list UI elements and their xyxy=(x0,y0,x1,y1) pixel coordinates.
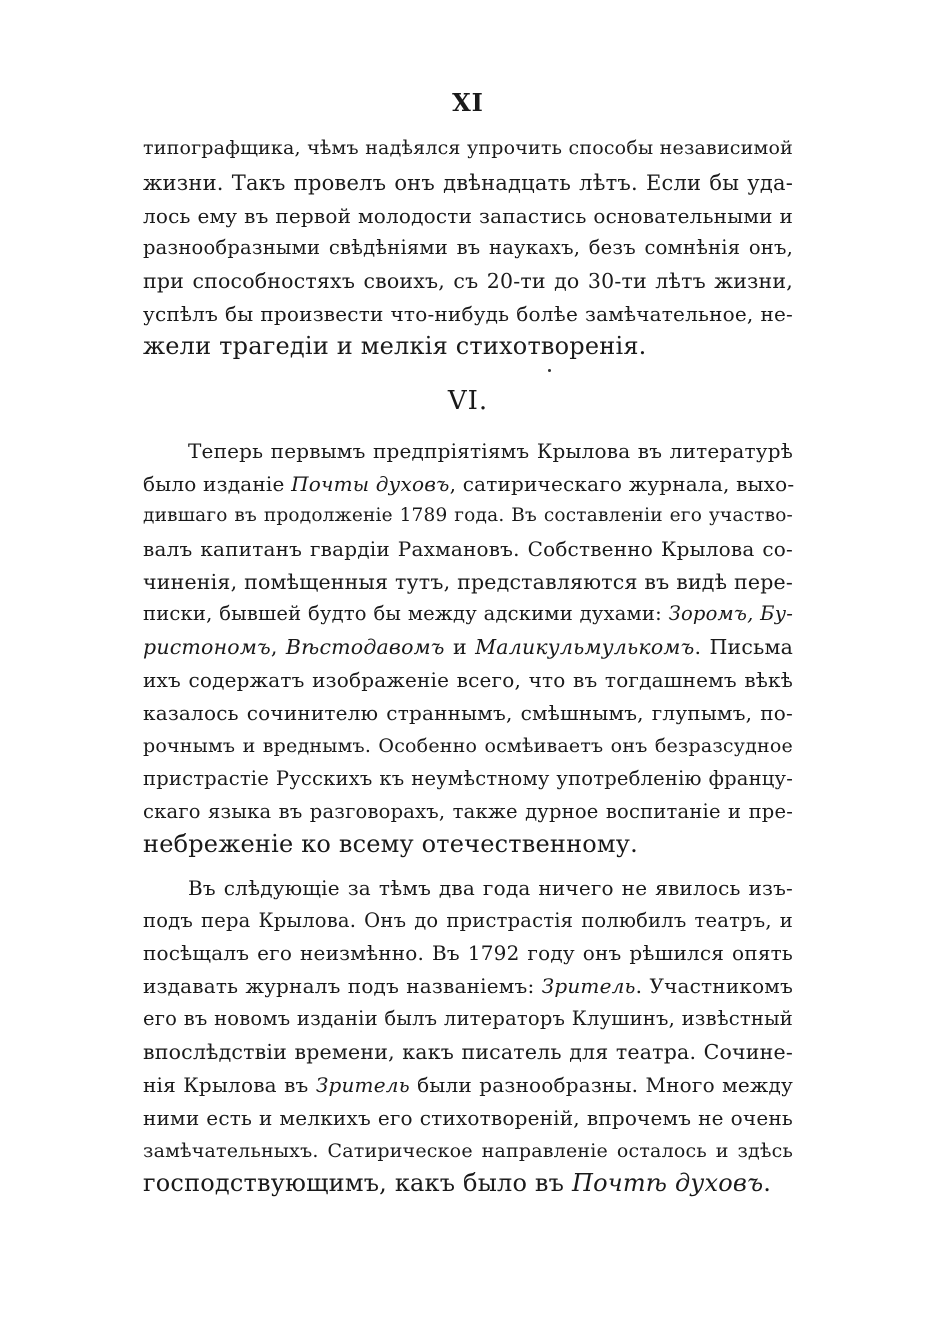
text-line: типографщика, чѣмъ надѣялся упрочить способы независимой xyxy=(143,137,793,159)
text-line: ристономъ, Вѣстодавомъ и Маликульмулькомъ. Письма xyxy=(143,635,794,659)
ink-speck xyxy=(548,369,551,372)
text-line: небреженіе ко всему отечественному. xyxy=(143,830,638,858)
text-line: Теперь первымъ предпріятіямъ Крылова въ литературѣ xyxy=(188,439,793,463)
journal-title: Зритель xyxy=(315,1073,410,1097)
text-line: валъ капитанъ гвардіи Рахмановъ. Собственно Крылова со- xyxy=(143,537,793,561)
text-line: рочнымъ и вреднымъ. Особенно осмѣиваетъ онъ безразсудное xyxy=(143,735,793,757)
text-line: писки, бывшей будто бы между адскими духами: Зоромъ, Бу- xyxy=(143,602,794,625)
text-line: ними есть и мелкихъ его стихотвореній, впрочемъ не очень xyxy=(143,1106,793,1130)
text-line: разнообразными свѣдѣніями въ наукахъ, безъ сомнѣнія онъ, xyxy=(143,236,793,259)
text-line: его въ новомъ изданіи былъ литераторъ Клушинъ, извѣстный xyxy=(143,1007,793,1030)
section-heading: VI. xyxy=(447,386,489,416)
text-line: успѣлъ бы произвести что-нибудь болѣе замѣчательное, не- xyxy=(143,302,793,326)
character-name: Маликульмулькомъ xyxy=(475,635,695,659)
text-line: пристрастіе Русскихъ къ неумѣстному употребленію францу- xyxy=(143,767,793,790)
text-line: дившаго въ продолженіе 1789 года. Въ составленіи его участво- xyxy=(143,505,793,526)
character-name: Вѣстодавомъ xyxy=(285,635,445,659)
journal-title: Почтѣ духовъ xyxy=(571,1169,764,1197)
text-line: нія Крылова въ Зритель были разнообразны. Много между xyxy=(143,1073,794,1097)
character-name: Зоромъ, Бу- xyxy=(668,602,794,625)
text-line: было изданіе Почты духовъ, сатирическаго журнала, выхо- xyxy=(143,472,795,496)
text-line: скаго языка въ разговорахъ, также дурное воспитаніе и пре- xyxy=(143,800,793,823)
journal-title: Зритель xyxy=(541,974,636,998)
journal-title: Почты духовъ xyxy=(291,472,450,496)
text-line: господствующимъ, какъ было въ Почтѣ духовъ. xyxy=(143,1169,772,1197)
text-line: посѣщалъ его неизмѣнно. Въ 1792 году онъ рѣшился опять xyxy=(143,941,793,965)
text-line: жизни. Такъ провелъ онъ двѣнадцать лѣтъ. Если бы уда- xyxy=(143,171,793,195)
text-line: чиненія, помѣщенныя тутъ, представляются въ видѣ пере- xyxy=(143,570,793,594)
text-line: жели трагедіи и мелкія стихотворенія. xyxy=(143,332,647,360)
text-line: ихъ содержатъ изображеніе всего, что въ тогдашнемъ вѣкѣ xyxy=(143,668,793,692)
text-line: казалось сочинителю страннымъ, смѣшнымъ, глупымъ, по- xyxy=(143,701,793,725)
character-name: ристономъ xyxy=(143,635,271,659)
text-line: впослѣдствіи времени, какъ писатель для театра. Сочине- xyxy=(143,1040,793,1064)
text-line: Въ слѣдующіе за тѣмъ два года ничего не явилось изъ- xyxy=(188,876,793,900)
text-line: лось ему въ первой молодости запастись основательными и xyxy=(143,204,793,228)
page-number: XI xyxy=(452,88,484,117)
text-line: при способностяхъ своихъ, съ 20-ти до 30-ти лѣтъ жизни, xyxy=(143,269,793,293)
text-line: подъ пера Крылова. Онъ до пристрастія полюбилъ театръ, и xyxy=(143,909,793,932)
text-line: издавать журналъ подъ названіемъ: Зритель. Участникомъ xyxy=(143,974,793,998)
text-line: замѣчательныхъ. Сатирическое направленіе осталось и здѣсь xyxy=(143,1140,793,1162)
